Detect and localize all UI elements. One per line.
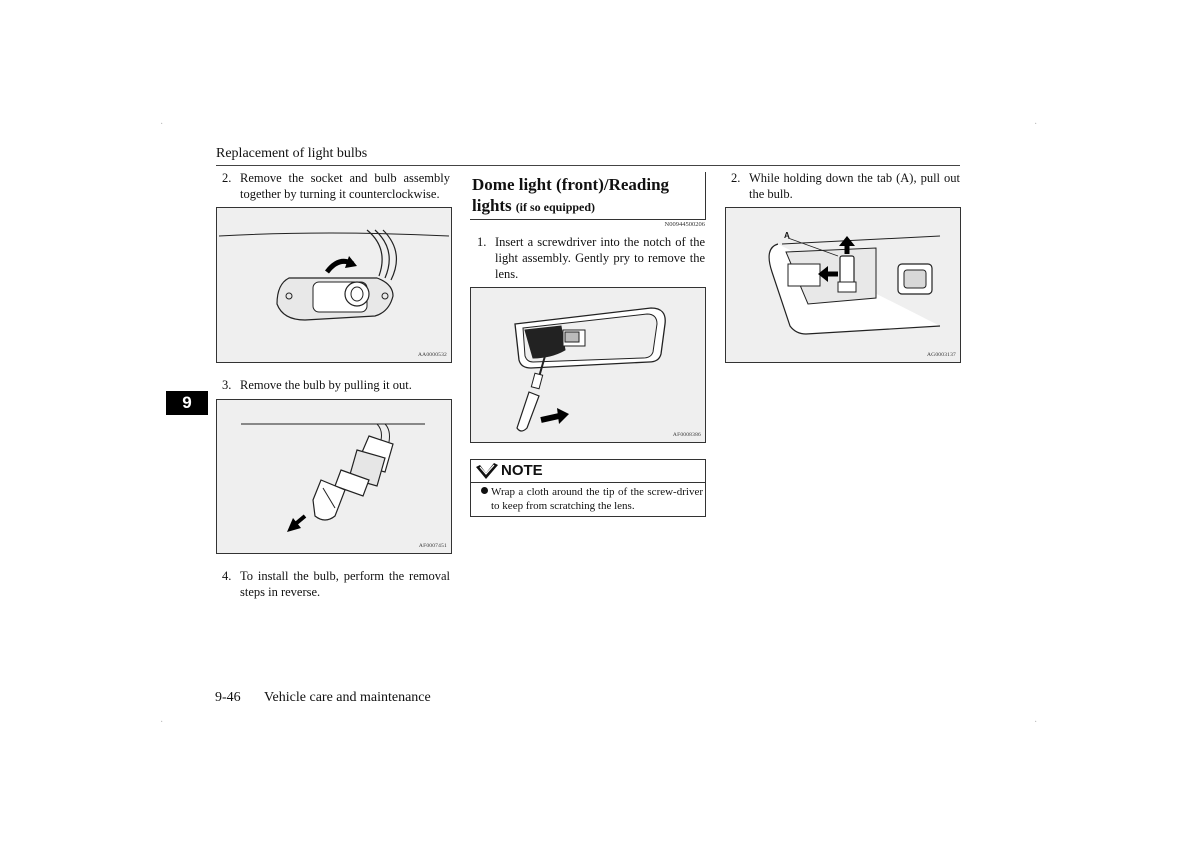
figure-dome-light: [470, 287, 706, 443]
note-check-icon: [474, 461, 500, 481]
reading-light-illustration: [726, 208, 960, 362]
figure-code: AF0008386: [672, 432, 701, 438]
step-number: 2.: [222, 171, 232, 185]
step-text: While holding down the tab (A), pull out the bulb.: [749, 171, 960, 201]
crop-mark: ·: [1034, 119, 1038, 130]
dome-light-illustration: [471, 288, 705, 442]
step-number: 3.: [222, 378, 232, 392]
note-label: NOTE: [501, 462, 543, 479]
section-heading-box: [470, 172, 706, 220]
running-header: Replacement of light bulbs: [216, 146, 368, 161]
crop-mark: ·: [160, 717, 164, 728]
step-text: Remove the socket and bulb assembly together by turning it counterclockwise.: [240, 171, 450, 201]
step-number: 2.: [731, 171, 741, 185]
section-title-text: Dome light (front)/Reading lights: [472, 175, 670, 215]
step-2-remove-socket: [222, 170, 450, 202]
figure-socket-turn: [216, 207, 452, 363]
header-rule: [216, 165, 960, 166]
chapter-tab: 9: [166, 391, 208, 415]
figure-code: AA0000532: [418, 352, 447, 358]
figure-code: AF0007451: [418, 543, 447, 549]
step-text: Insert a screwdriver into the notch of the light assembly. Gently pry to remove the lens.: [495, 235, 705, 281]
step-text: To install the bulb, perform the removal steps in reverse.: [240, 569, 450, 599]
bullet-icon: [481, 487, 488, 494]
crop-mark: ·: [160, 119, 164, 130]
step-1-insert-screwdriver: [477, 234, 705, 282]
step-number: 1.: [477, 235, 487, 249]
crop-mark: ·: [1034, 717, 1038, 728]
bulb-pull-illustration: [217, 400, 451, 553]
step-text: Remove the bulb by pulling it out.: [240, 378, 412, 392]
socket-turn-illustration: [217, 208, 451, 362]
chapter-title: Vehicle care and maintenance: [264, 690, 431, 705]
note-header: [471, 460, 705, 483]
figure-bulb-pull: [216, 399, 452, 554]
step-2-hold-tab: [731, 170, 960, 202]
step-4-install: [222, 568, 450, 600]
note-text: Wrap a cloth around the tip of the screw-driver to keep from scratching the lens.: [491, 486, 703, 512]
section-title: [472, 174, 705, 218]
step-3-remove-bulb: [222, 377, 450, 393]
note-box: [470, 459, 706, 517]
section-code: N00944500206: [664, 221, 705, 228]
figure-reading-light-bulb: [725, 207, 961, 363]
figure-code: AG0003137: [927, 352, 956, 358]
page-number: 9-46: [215, 690, 241, 705]
step-number: 4.: [222, 569, 232, 583]
callout-a: A: [784, 231, 790, 240]
section-subtitle: (if so equipped): [515, 200, 596, 214]
